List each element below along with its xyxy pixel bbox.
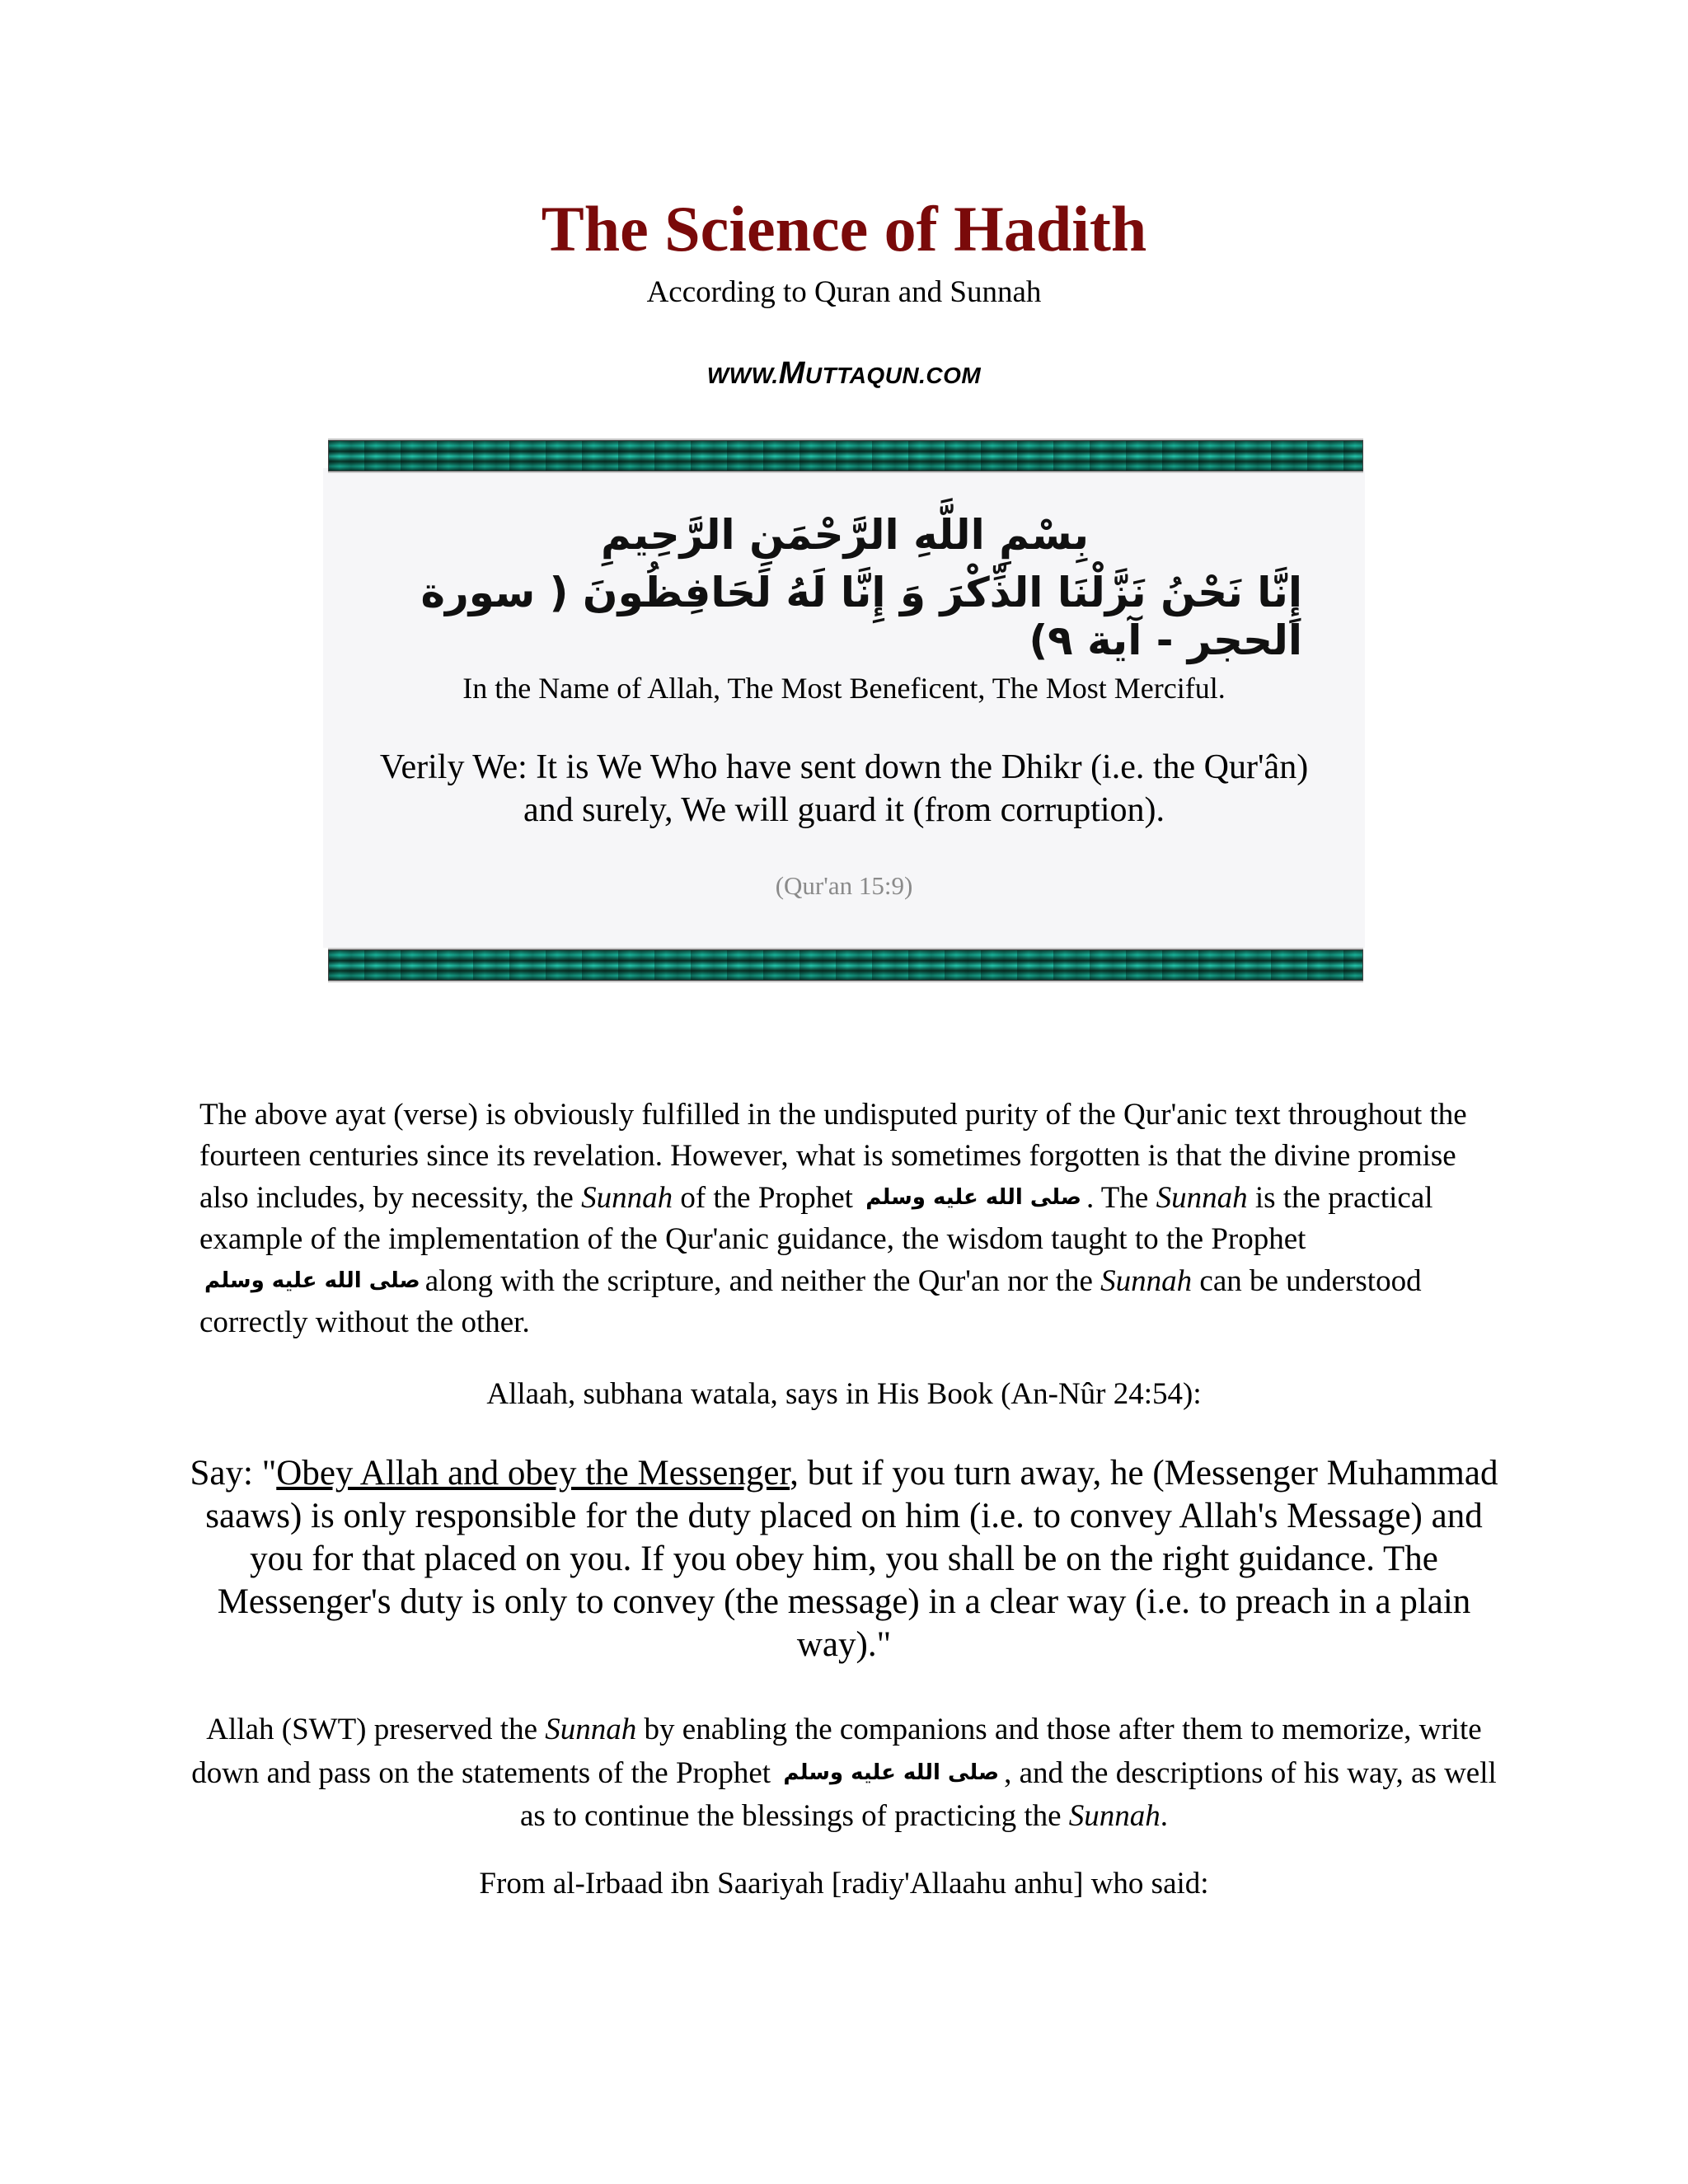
quote-emphasis: Obey Allah and obey the Messenger bbox=[276, 1454, 790, 1493]
preservation-text-1: Allah (SWT) preserved the bbox=[206, 1713, 546, 1746]
quote-open: Say: " bbox=[190, 1454, 277, 1493]
verse-line-1: Verily We: It is We Who have sent down the Dhikr (i.e. the Qur'ân) bbox=[379, 748, 1309, 786]
quran-quote bbox=[190, 1452, 1498, 1666]
verse-translation bbox=[0, 746, 1688, 832]
intro-text-1: The above ayat (verse) is obviously fulfilled in the undisputed purity of the Qur'anic text throughout the fourteen centuries since its revelation. However, what is sometimes forgotten is that the divine promise also includes, by necessity, the bbox=[199, 1098, 1467, 1215]
document-title: The Science of Hadith bbox=[541, 193, 1147, 265]
sunnah-term: Sunnah bbox=[1068, 1799, 1160, 1833]
sunnah-term: Sunnah bbox=[1100, 1264, 1193, 1298]
preservation-text-2: by enabling the companions and those after them to memorize, write down and pass on the statements of the Prophet bbox=[191, 1713, 1482, 1790]
preservation-text-4: . bbox=[1160, 1799, 1169, 1833]
intro-paragraph bbox=[199, 1094, 1493, 1343]
intro-text-2: of the Prophet bbox=[673, 1181, 861, 1215]
website-initial: M bbox=[778, 356, 805, 391]
arabic-basmala: بِسْمِ اللَّهِ الرَّحْمَنِ الرَّحِيمِ bbox=[601, 511, 1089, 559]
citation-intro: Allaah, subhana watala, says in His Book (An-Nûr 24:54): bbox=[486, 1377, 1202, 1411]
sunnah-term: Sunnah bbox=[1156, 1181, 1248, 1215]
document-subtitle: According to Quran and Sunnah bbox=[646, 275, 1042, 309]
quote-rest: , but if you turn away, he (Messenger Muhammad saaws) is only responsible for the duty placed on him (i.e. to convey Allah's Message) and you for that placed on you. If you obey him, you shall be on the right guidance. The Messenger's duty is only to convey (the message) in a clear way (i.e. to preach in a plain way)." bbox=[205, 1454, 1498, 1664]
narration-intro: From al-Irbaad ibn Saariyah [radiy'Allaahu anhu] who said: bbox=[479, 1867, 1209, 1900]
sunnah-term: Sunnah bbox=[581, 1181, 673, 1215]
verse-reference: (Qur'an 15:9) bbox=[775, 871, 913, 900]
preservation-text-3: , and the descriptions of his way, as well as to continue the blessings of practicing the bbox=[519, 1756, 1497, 1833]
decorative-bar-top bbox=[328, 438, 1363, 473]
arabic-verse: إِنَّا نَحْنُ نَزَّلْنَا الذِّكْرَ وَ إِنَّا لَهُ لَحَافِظُونَ ( سورة الحجر - آية ٩) bbox=[420, 569, 1302, 664]
website-prefix: WWW. bbox=[706, 363, 779, 388]
salutation-glyph: صلى الله عليه وسلم bbox=[865, 1185, 1081, 1210]
intro-text-4: is the practical example of the implementation of the Qur'anic guidance, the wisdom taught to the Prophet bbox=[199, 1181, 1433, 1256]
website-rest: UTTAQUN.COM bbox=[804, 363, 982, 388]
intro-text-6: can be understood correctly without the other. bbox=[199, 1264, 1422, 1339]
website-link[interactable] bbox=[0, 356, 1688, 391]
salutation-glyph: صلى الله عليه وسلم bbox=[783, 1760, 1000, 1785]
salutation-glyph: صلى الله عليه وسلم bbox=[204, 1268, 420, 1293]
sunnah-term: Sunnah bbox=[545, 1713, 637, 1746]
preservation-paragraph bbox=[190, 1708, 1498, 1838]
intro-text-3: . The bbox=[1085, 1181, 1156, 1215]
verse-line-2: and surely, We will guard it (from corruption). bbox=[523, 791, 1165, 829]
intro-text-5: along with the scripture, and neither the Qur'an nor the bbox=[424, 1264, 1101, 1298]
basmala-translation: In the Name of Allah, The Most Beneficent, The Most Merciful. bbox=[462, 672, 1226, 705]
decorative-bar-bottom bbox=[328, 948, 1363, 982]
